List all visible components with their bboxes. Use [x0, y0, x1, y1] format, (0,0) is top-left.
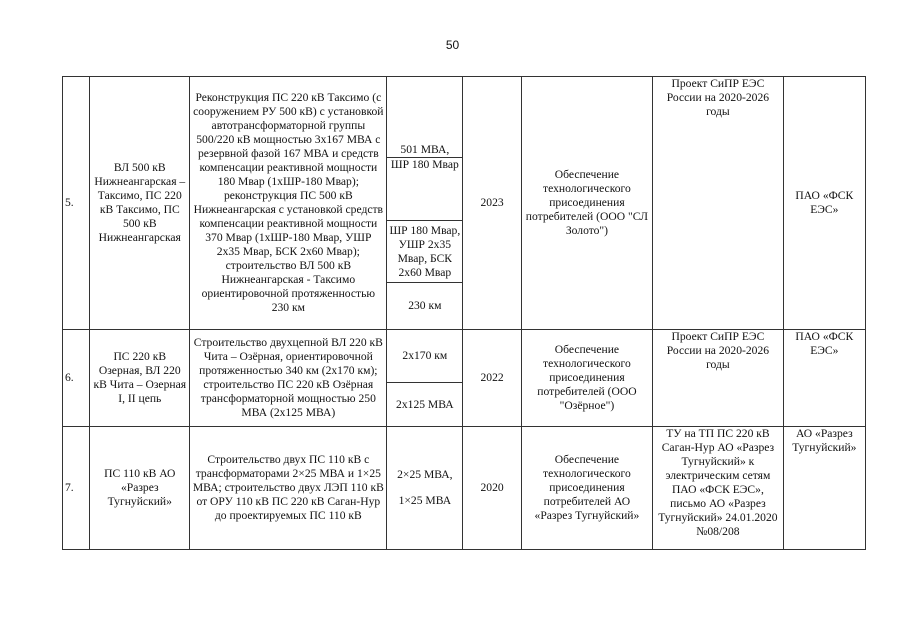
power-cell: 2х170 км	[387, 330, 463, 383]
projects-table	[62, 76, 866, 550]
power-cell: 2х125 МВА	[387, 383, 463, 427]
object-cell: ВЛ 500 кВ Нижнеангарская – Таксимо, ПС 220 кВ Таксимо, ПС 500 кВ Нижнеангарская	[90, 77, 190, 330]
organization-cell: ПАО «ФСК ЕЭС»	[783, 77, 865, 330]
year-cell: 2022	[463, 330, 521, 427]
works-cell: Строительство двух ПС 110 кВ с трансформаторами 2×25 МВА и 1×25 МВА; строительство двух ЛЭП 110 кВ от ОРУ 110 кВ ПС 220 кВ Саган-Нур до проектируемых ПС 110 кВ	[190, 427, 387, 550]
basis-cell: ТУ на ТП ПС 220 кВ Саган-Нур АО «Разрез Тугнуйский» к электрическим сетям ПАО «ФСК ЕЭС», письмо АО «Разрез Тугнуйский» 24.01.2020 №08/208	[653, 427, 783, 550]
object-cell: ПС 220 кВ Озерная, ВЛ 220 кВ Чита – Озерная I, II цепь	[90, 330, 190, 427]
basis-cell: Проект СиПР ЕЭС России на 2020-2026 годы	[653, 330, 783, 427]
row-number: 7.	[63, 427, 90, 550]
basis-cell: Проект СиПР ЕЭС России на 2020-2026 годы	[653, 77, 783, 330]
power-cell	[387, 427, 463, 550]
table-row	[63, 330, 866, 383]
year-cell: 2023	[463, 77, 521, 330]
year-cell: 2020	[463, 427, 521, 550]
power-value: 1×25 МВА	[398, 494, 452, 507]
purpose-cell: Обеспечение технологического присоединения потребителей (ООО "СЛ Золото")	[521, 77, 652, 330]
organization-cell: ПАО «ФСК ЕЭС»	[783, 330, 865, 427]
object-cell: ПС 110 кВ АО «Разрез Тугнуйский»	[90, 427, 190, 550]
page-number: 50	[445, 38, 460, 52]
power-cell	[387, 77, 463, 158]
row-number: 5.	[63, 77, 90, 330]
works-cell: Строительство двухцепной ВЛ 220 кВ Чита – Озёрная, ориентировочной протяженностью 340 км (2х170 км); строительство ПС 220 кВ Озёрная трансформаторной мощностью 250 МВА (2х125 МВА)	[190, 330, 387, 427]
power-value: 2×25 МВА,	[397, 468, 453, 481]
table-row	[63, 427, 866, 550]
power-cell: ШР 180 Мвар	[387, 158, 463, 221]
organization-cell: АО «Разрез Тугнуйский»	[783, 427, 865, 550]
purpose-cell: Обеспечение технологического присоединения потребителей (ООО "Озёрное")	[521, 330, 652, 427]
power-cell: ШР 180 Мвар, УШР 2х35 Мвар, БСК 2х60 Мвар	[387, 221, 463, 283]
works-cell: Реконструкция ПС 220 кВ Таксимо (с сооружением РУ 500 кВ) с установкой автотрансформаторной группы 500/220 кВ мощностью 3х167 МВА с резервной фазой 167 МВА и средств компенсации реактивной мощности 180 Мвар (1хШР-180 Мвар); реконструкция ПС 500 кВ Нижнеангарская с установкой средств компенсации реактивной мощности 370 Мвар (1хШР-180 Мвар, УШР 2х35 Мвар, БСК 2х60 Мвар); строительство ВЛ 500 кВ Нижнеангарская - Таксимо ориентировочной протяженностью 230 км	[190, 77, 387, 330]
power-cell: 230 км	[387, 283, 463, 330]
table-row	[63, 77, 866, 158]
row-number: 6.	[63, 330, 90, 427]
purpose-cell: Обеспечение технологического присоединения потребителей АО «Разрез Тугнуйский»	[521, 427, 652, 550]
power-value: 501 МВА,	[400, 143, 450, 156]
